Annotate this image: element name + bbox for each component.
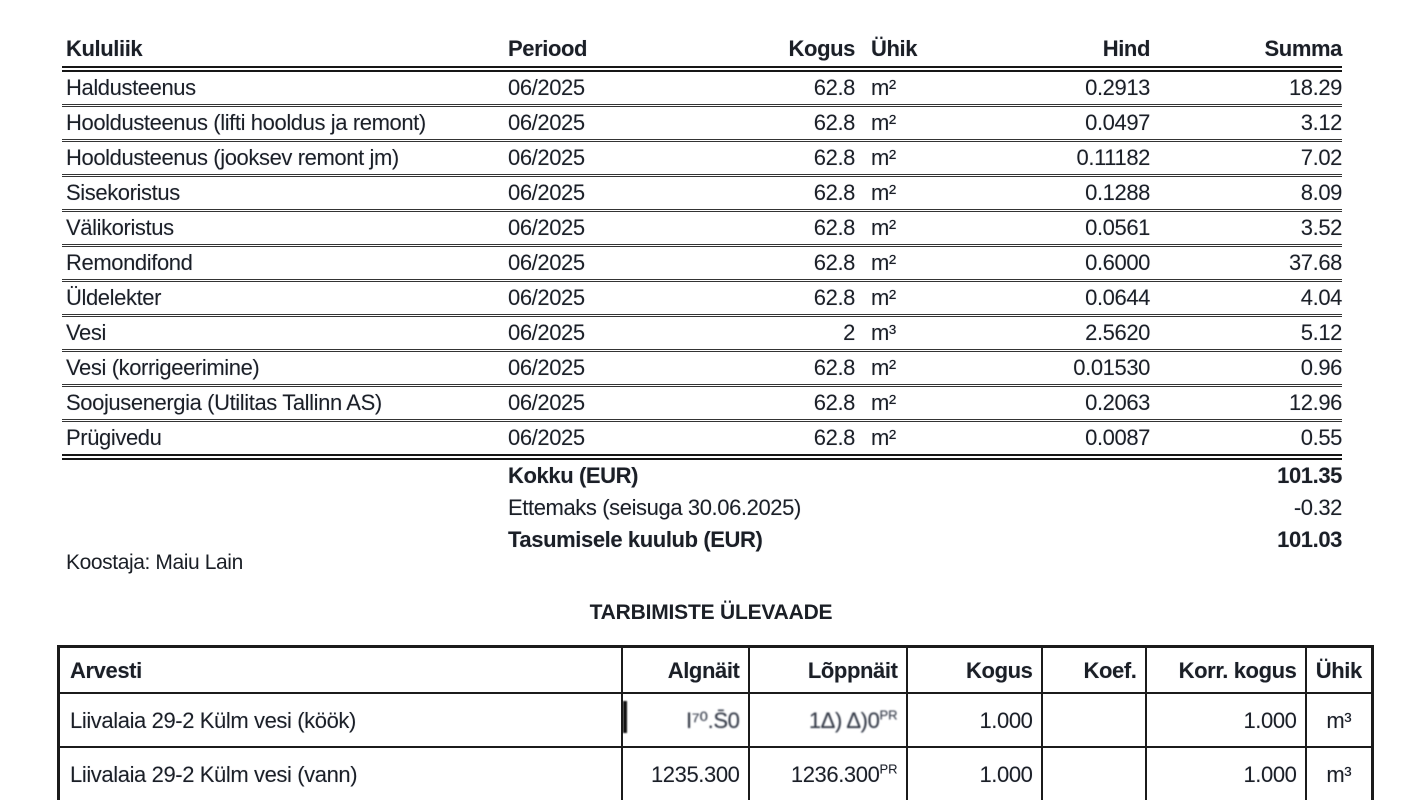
cell-kogus: 1.000 — [907, 693, 1042, 747]
table-row — [62, 176, 1342, 211]
cell-kululiik: Soojusenergia (Utilitas Tallinn AS) — [62, 386, 508, 421]
cell-koef — [1042, 693, 1146, 747]
cell-korr-kogus: 1.000 — [1146, 747, 1306, 800]
cell-arvesti: Liivalaia 29-2 Külm vesi (vann) — [59, 747, 622, 800]
meter-row — [59, 693, 1373, 747]
cell-uhik: m² — [855, 69, 945, 106]
cell-hind: 0.0497 — [945, 106, 1150, 141]
table-row — [62, 351, 1342, 386]
table-row — [62, 69, 1342, 106]
cell-uhik: m² — [855, 211, 945, 246]
cell-koef — [1042, 747, 1146, 800]
cell-uhik: m² — [855, 176, 945, 211]
cell-algnait: 1235.300 — [622, 747, 749, 800]
col-header-kogus: Kogus — [720, 34, 855, 69]
cell-periood: 06/2025 — [508, 386, 720, 421]
cell-kululiik — [62, 106, 508, 141]
cell-summa: 3.12 — [1150, 106, 1342, 141]
meter-row — [59, 747, 1373, 800]
cell-kogus: 62.8 — [720, 141, 855, 176]
cost-table — [62, 34, 1342, 556]
total-label: Tasumisele kuulub (EUR) — [508, 527, 763, 552]
cell-periood: 06/2025 — [508, 106, 720, 141]
reading-flag: PR — [879, 707, 898, 723]
cell-kululiik: Haldusteenus — [62, 69, 508, 106]
col-header-arvesti: Arvesti — [59, 647, 622, 694]
cell-summa: 4.04 — [1150, 281, 1342, 316]
cell-summa: 37.68 — [1150, 246, 1342, 281]
cell-kululiik: Välikoristus — [62, 211, 508, 246]
cell-summa: 0.96 — [1150, 351, 1342, 386]
empty-cell — [62, 457, 508, 492]
cell-algnait-text: I⁷⁰.S̄0 — [685, 707, 740, 733]
cell-hind: 0.0087 — [945, 421, 1150, 458]
cell-kululiik: Vesi — [62, 316, 508, 351]
col-header-summa: Summa — [1150, 34, 1342, 69]
cell-summa: 12.96 — [1150, 386, 1342, 421]
table-row — [62, 386, 1342, 421]
cell-kogus: 2 — [720, 316, 855, 351]
empty-cell — [62, 492, 508, 524]
col-header-kululiik: Kululiik — [62, 34, 508, 69]
total-row-kokku — [62, 457, 1342, 492]
cell-periood: 06/2025 — [508, 69, 720, 106]
cell-kogus: 62.8 — [720, 69, 855, 106]
cell-uhik: m³ — [1306, 693, 1373, 747]
cell-hind: 2.5620 — [945, 316, 1150, 351]
consumption-header-row — [59, 647, 1373, 694]
cell-hind: 0.11182 — [945, 141, 1150, 176]
total-label: Kokku (EUR) — [508, 463, 639, 488]
cell-uhik: m³ — [1306, 747, 1373, 800]
table-row — [62, 281, 1342, 316]
cell-hind: 0.6000 — [945, 246, 1150, 281]
cell-uhik: m³ — [855, 316, 945, 351]
cell-kogus: 62.8 — [720, 351, 855, 386]
cell-periood: 06/2025 — [508, 281, 720, 316]
cell-kululiik-text: Hooldusteenus (lifti hooldus ja remont) — [66, 110, 426, 135]
cell-kululiik: Vesi (korrigeerimine) — [62, 351, 508, 386]
cell-hind: 0.1288 — [945, 176, 1150, 211]
table-row — [62, 211, 1342, 246]
cell-loppnait — [749, 693, 907, 747]
total-value: 101.03 — [1277, 527, 1342, 552]
cell-kogus: 62.8 — [720, 421, 855, 458]
cell-kululiik: Hooldusteenus (jooksev remont jm) — [62, 141, 508, 176]
cell-kululiik: Prügivedu — [62, 421, 508, 458]
cell-summa: 18.29 — [1150, 69, 1342, 106]
total-value: 101.35 — [1277, 463, 1342, 488]
col-header-koef: Koef. — [1042, 647, 1146, 694]
cell-kogus: 62.8 — [720, 386, 855, 421]
cell-loppnait-text: 1Δ) Δ)0 — [808, 707, 880, 733]
scan-artifact-bar — [623, 701, 627, 733]
col-header-loppnait: Lõppnäit — [749, 647, 907, 694]
table-row — [62, 246, 1342, 281]
table-row — [62, 421, 1342, 458]
consumption-table — [57, 645, 1374, 800]
cell-arvesti: Liivalaia 29-2 Külm vesi (köök) — [59, 693, 622, 747]
cell-kogus: 62.8 — [720, 176, 855, 211]
reading-flag: PR — [879, 761, 898, 777]
cell-periood: 06/2025 — [508, 246, 720, 281]
table-row — [62, 316, 1342, 351]
cell-hind: 0.01530 — [945, 351, 1150, 386]
cell-korr-kogus: 1.000 — [1146, 693, 1306, 747]
cell-summa: 3.52 — [1150, 211, 1342, 246]
consumption-title: TARBIMISTE ÜLEVAADE — [589, 601, 833, 624]
cell-summa: 5.12 — [1150, 316, 1342, 351]
cell-loppnait — [749, 747, 907, 800]
cell-periood: 06/2025 — [508, 211, 720, 246]
cell-periood: 06/2025 — [508, 176, 720, 211]
cell-periood: 06/2025 — [508, 351, 720, 386]
table-row — [62, 141, 1342, 176]
cell-kogus: 62.8 — [720, 246, 855, 281]
cost-table-header-row — [62, 34, 1342, 69]
total-label: Ettemaks (seisuga 30.06.2025) — [508, 495, 801, 520]
cell-algnait — [622, 693, 749, 747]
cell-uhik: m² — [855, 106, 945, 141]
cell-periood: 06/2025 — [508, 316, 720, 351]
cell-hind: 0.0561 — [945, 211, 1150, 246]
cell-uhik: m² — [855, 421, 945, 458]
cell-kogus: 62.8 — [720, 211, 855, 246]
cell-kogus: 62.8 — [720, 106, 855, 141]
table-row — [62, 106, 1342, 141]
cell-uhik: m² — [855, 386, 945, 421]
total-row-tasumisele — [62, 524, 1342, 556]
preparer-line: Koostaja: Maiu Lain — [66, 551, 243, 574]
cell-uhik: m² — [855, 141, 945, 176]
cell-periood: 06/2025 — [508, 421, 720, 458]
col-header-uhik: Ühik — [855, 34, 945, 69]
cell-summa: 8.09 — [1150, 176, 1342, 211]
cell-uhik: m² — [855, 246, 945, 281]
total-value: -0.32 — [1293, 495, 1342, 520]
cell-uhik: m² — [855, 281, 945, 316]
col-header-uhik: Ühik — [1306, 647, 1373, 694]
cell-kululiik: Sisekoristus — [62, 176, 508, 211]
total-row-ettemaks — [62, 492, 1342, 524]
col-header-korr-kogus: Korr. kogus — [1146, 647, 1306, 694]
cell-kululiik: Üldelekter — [62, 281, 508, 316]
cell-kogus: 62.8 — [720, 281, 855, 316]
cell-summa: 0.55 — [1150, 421, 1342, 458]
cell-periood: 06/2025 — [508, 141, 720, 176]
col-header-algnait: Algnäit — [622, 647, 749, 694]
col-header-hind: Hind — [945, 34, 1150, 69]
cell-hind: 0.0644 — [945, 281, 1150, 316]
cell-hind: 0.2063 — [945, 386, 1150, 421]
cell-summa: 7.02 — [1150, 141, 1342, 176]
cell-kogus: 1.000 — [907, 747, 1042, 800]
col-header-kogus: Kogus — [907, 647, 1042, 694]
cell-uhik: m² — [855, 351, 945, 386]
cell-hind: 0.2913 — [945, 69, 1150, 106]
cell-kululiik: Remondifond — [62, 246, 508, 281]
cell-loppnait-text: 1236.300 — [790, 761, 880, 787]
col-header-periood: Periood — [508, 34, 720, 69]
